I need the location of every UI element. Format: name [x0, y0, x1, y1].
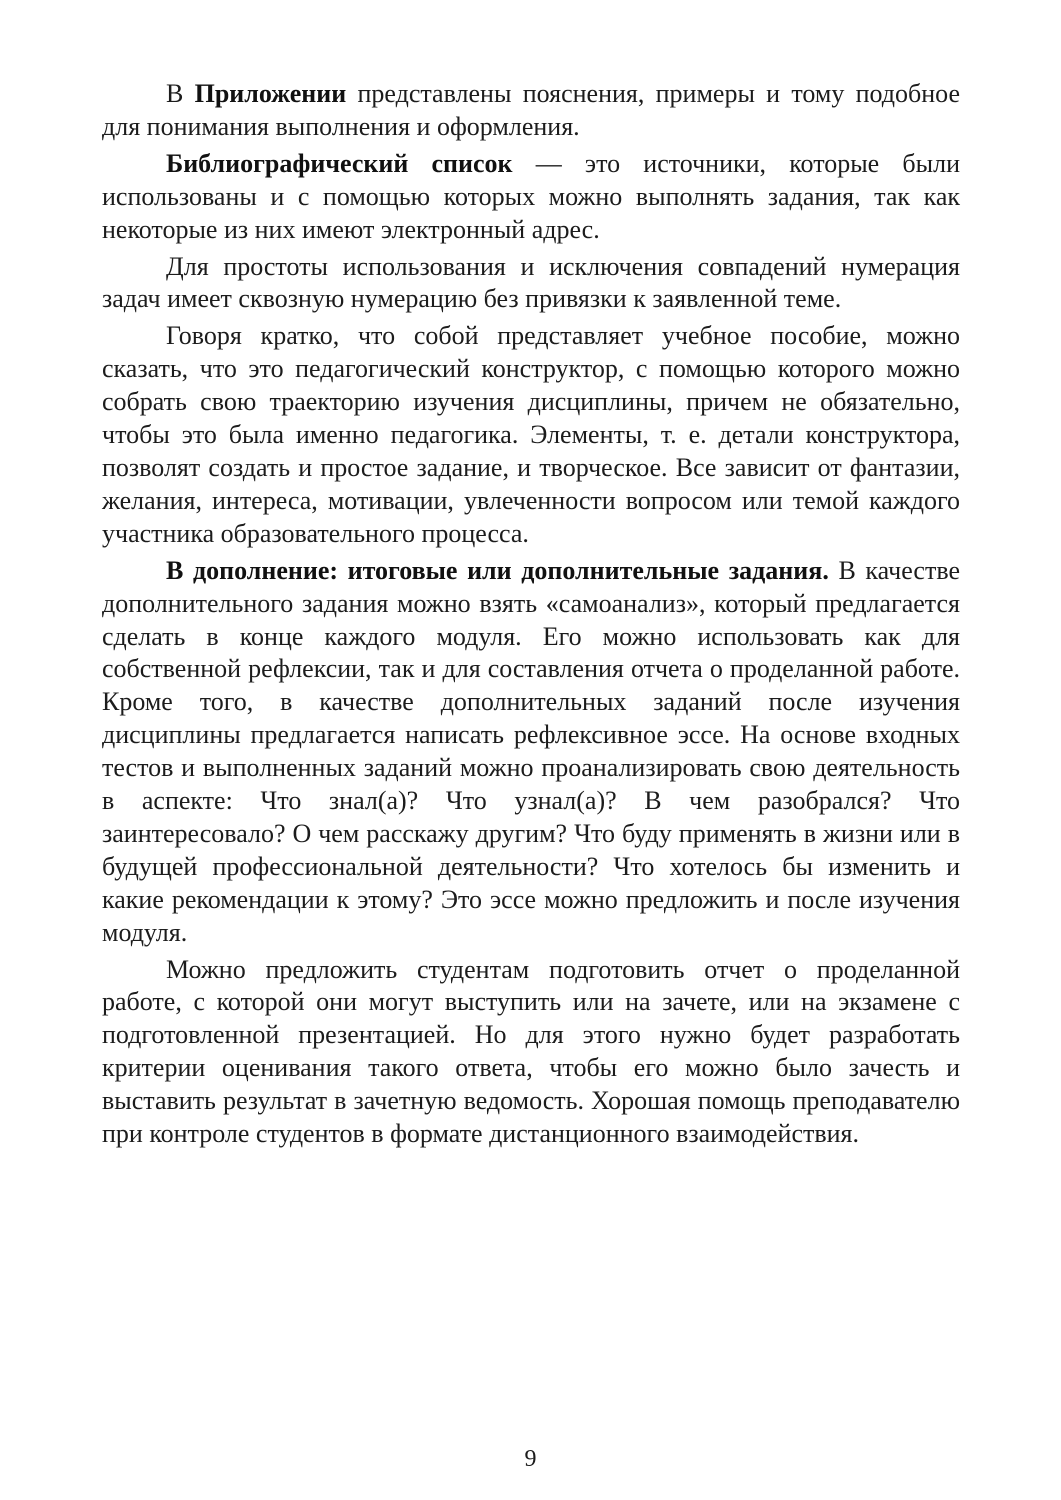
paragraph-text: — это источники, которые были использованы и с помощью которых можно выполнять задания, так как некоторые из них имеют электронный адрес. [102, 148, 960, 244]
paragraph-bibliography [102, 148, 960, 247]
bold-term: Библиографический список [166, 148, 513, 178]
paragraph-numbering [102, 251, 960, 317]
bold-term: Приложении [194, 79, 347, 108]
paragraph-text: Говоря кратко, что собой представляет учебное пособие, можно сказать, что это педагогический конструктор, с помощью которого можно собрать свою траекторию изучения дисциплины, причем не обязательно, чтобы это была именно педагогика. Элементы, т. е. детали конструктора, позволят создать и простое задание, и творческое. Все зависит от фантазии, желания, интереса, мотивации, увлеченности вопросом или темой каждого участника образовательного процесса. [102, 321, 960, 548]
paragraph-text: Можно предложить студентам подготовить отчет о проделанной работе, с которой они могут выступить или на зачете, или на экзамене с подготовленной презентацией. Но для этого нужно будет разработать критерии оценивания такого ответа, чтобы его можно было зачесть и выставить результат в зачетную ведомость. Хорошая помощь преподавателю при контроле студентов в формате дистанционного взаимодействия. [102, 954, 960, 1149]
paragraph-text: В [166, 79, 195, 108]
bold-term: В дополнение: итоговые или дополнительные задания. [166, 555, 829, 585]
paragraph-additional-tasks [102, 555, 960, 950]
paragraph-text: представлены пояснения, примеры и тому подобное для понимания выполнения и оформления. [102, 79, 961, 141]
body-text [102, 78, 960, 1151]
page-number: 9 [524, 1446, 537, 1472]
paragraph-text: В качестве дополнительного задания можно взять «самоанализ», который предлагается сделать в конце каждого модуля. Его можно использовать как для собственной рефлексии, так и для составления отчета о проделанной работе. Кроме того, в качестве дополнительных заданий после изучения дисциплины предлагается написать рефлексивное эссе. На основе входных тестов и выполненных заданий можно проанализировать свою деятельность в аспекте: Что знал(а)? Что узнал(а)? В чем разобрался? Что заинтересовало? О чем расскажу другим? Что буду применять в жизни или в будущей профессиональной деятельности? Что хотелось бы изменить и какие рекомендации к этому? Это эссе можно предложить и после изучения модуля. [102, 555, 960, 947]
paragraph-appendix [102, 78, 960, 144]
paragraph-text: Для простоты использования и исключения совпадений нумерация задач имеет сквозную нумерацию без привязки к заявленной теме. [102, 251, 960, 314]
paragraph-report [102, 954, 960, 1151]
paragraph-summary [102, 320, 960, 550]
